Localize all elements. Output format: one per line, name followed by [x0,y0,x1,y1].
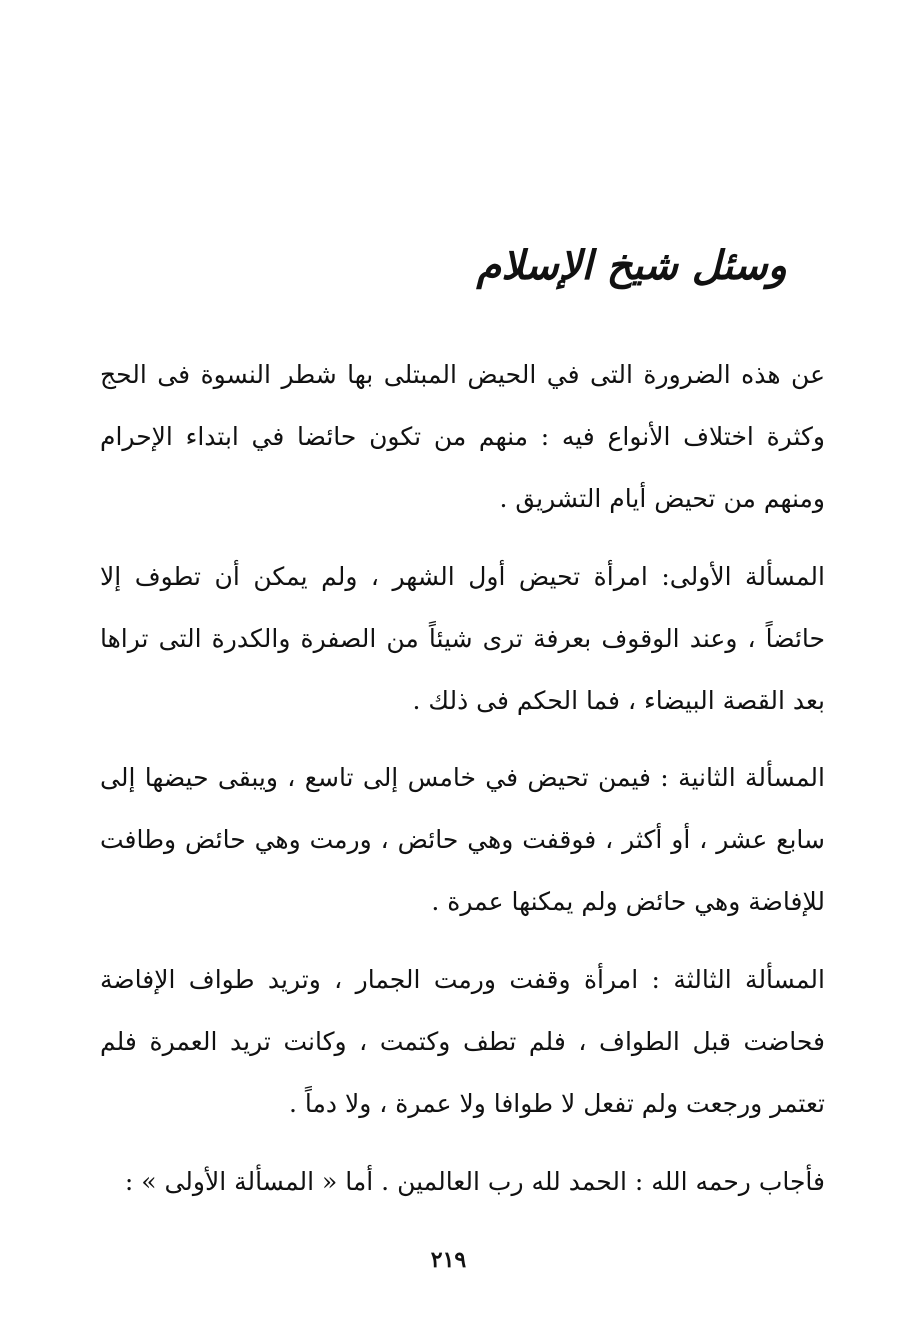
question-intro-paragraph: عن هذه الضرورة التى في الحيض المبتلى بها شطر النسوة فى الحج وكثرة اختلاف الأنواع فيه : منهم من تكون حائضا في ابتداء الإحرام ومنهم من تحيض أيام التشريق . [100,360,825,513]
first-issue-paragraph: المسألة الأولى: امرأة تحيض أول الشهر ، ولم يمكن أن تطوف إلا حائضاً ، وعند الوقوف بعرفة ترى شيئاً من الصفرة والكدرة التى تراها بعد القصة البيضاء ، فما الحكم فى ذلك . [100,562,825,715]
answer-opening-paragraph: فأجاب رحمه الله : الحمد لله رب العالمين . أما « المسألة الأولى » : [124,1167,825,1196]
third-issue-paragraph: المسألة الثالثة : امرأة وقفت ورمت الجمار ، وتريد طواف الإفاضة فحاضت قبل الطواف ، فلم تطف وكتمت ، وكانت تريد العمرة فلم تعتمر ورجعت ولم تفعل لا طوافا ولا عمرة ، ولا دماً . [100,965,825,1118]
section-heading: وسئل شيخ الإسلام [476,242,787,289]
page-number: ٢١٩ [430,1247,467,1273]
second-issue-paragraph: المسألة الثانية : فيمن تحيض في خامس إلى تاسع ، ويبقى حيضها إلى سابع عشر ، أو أكثر ، فوقفت وهي حائض ، ورمت وهي حائض وطافت للإفاضة وهي حائض ولم يمكنها عمرة . [100,763,825,916]
